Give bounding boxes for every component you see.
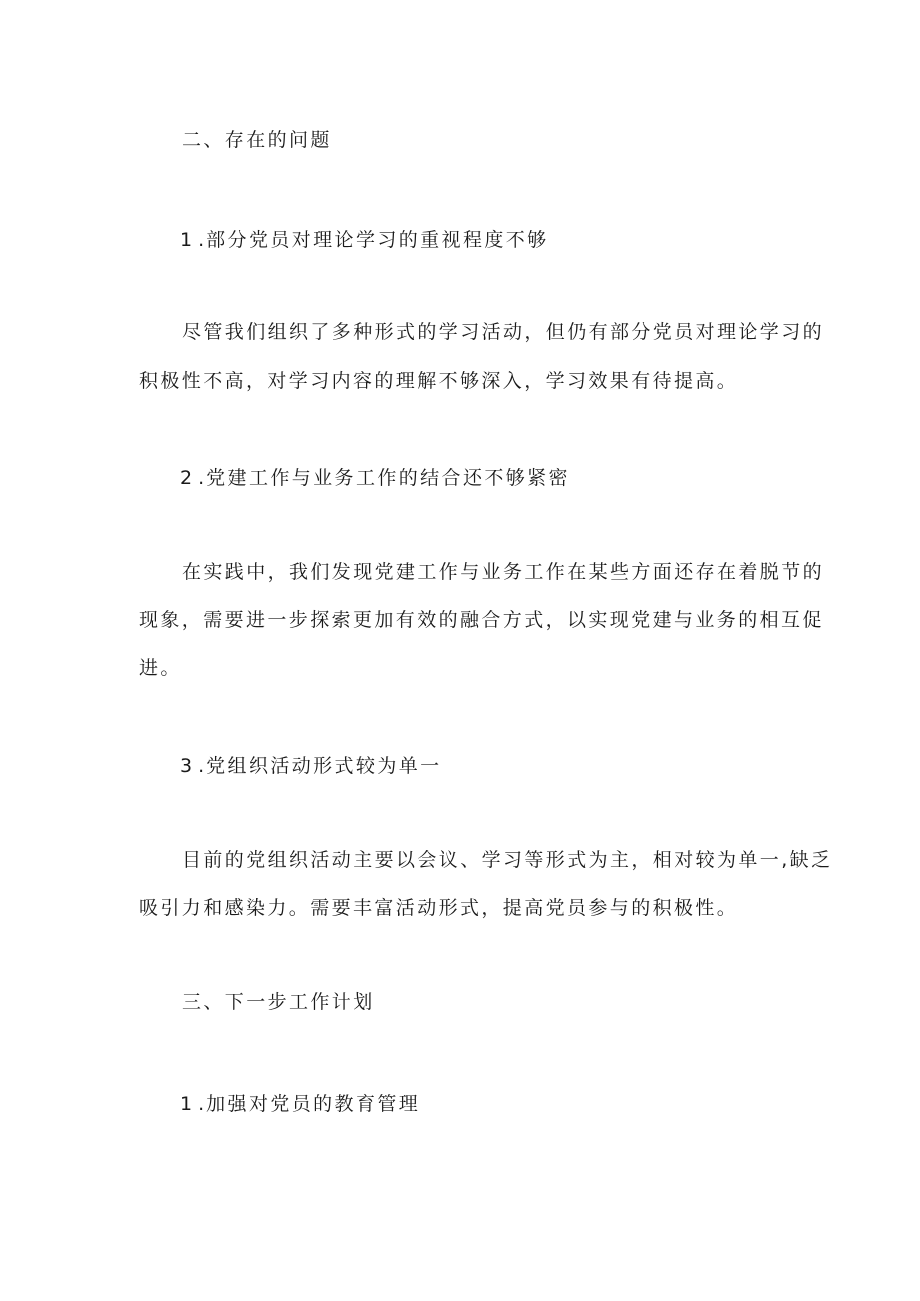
item-number: 2 <box>180 467 193 489</box>
item-heading-1 <box>180 228 549 252</box>
item-separator: . <box>198 467 205 489</box>
item-separator: . <box>198 755 205 777</box>
paragraph-line: 在实践中，我们发现党建工作与业务工作在某些方面还存在着脱节的 <box>182 561 825 583</box>
paragraph-line: 吸引力和感染力。需要丰富活动形式，提高党员参与的积极性。 <box>139 897 739 919</box>
paragraph-line: 目前的党组织活动主要以会议、学习等形式为主，相对较为单一,缺乏 <box>182 849 833 871</box>
item-separator: . <box>198 1093 205 1115</box>
item-number: 1 <box>180 229 193 251</box>
paragraph-line: 尽管我们组织了多种形式的学习活动，但仍有部分党员对理论学习的 <box>182 321 825 343</box>
item-number: 1 <box>180 1093 193 1115</box>
item-title: 加强对党员的教育管理 <box>206 1093 421 1115</box>
item-number: 3 <box>180 755 193 777</box>
item-title: 部分党员对理论学习的重视程度不够 <box>206 229 549 251</box>
item-heading-3 <box>180 754 442 778</box>
plan-item-heading-1 <box>180 1092 420 1116</box>
paragraph-line: 现象，需要进一步探索更加有效的融合方式，以实现党建与业务的相互促 <box>139 609 824 631</box>
paragraph-line: 进。 <box>139 657 182 679</box>
paragraph-line: 积极性不高，对学习内容的理解不够深入，学习效果有待提高。 <box>139 370 739 392</box>
item-title: 党建工作与业务工作的结合还不够紧密 <box>206 467 570 489</box>
item-separator: . <box>198 229 205 251</box>
item-title: 党组织活动形式较为单一 <box>206 755 442 777</box>
item-heading-2 <box>180 466 570 490</box>
section-heading-problems: 二、存在的问题 <box>182 129 332 151</box>
section-heading-plan: 三、下一步工作计划 <box>182 991 375 1013</box>
